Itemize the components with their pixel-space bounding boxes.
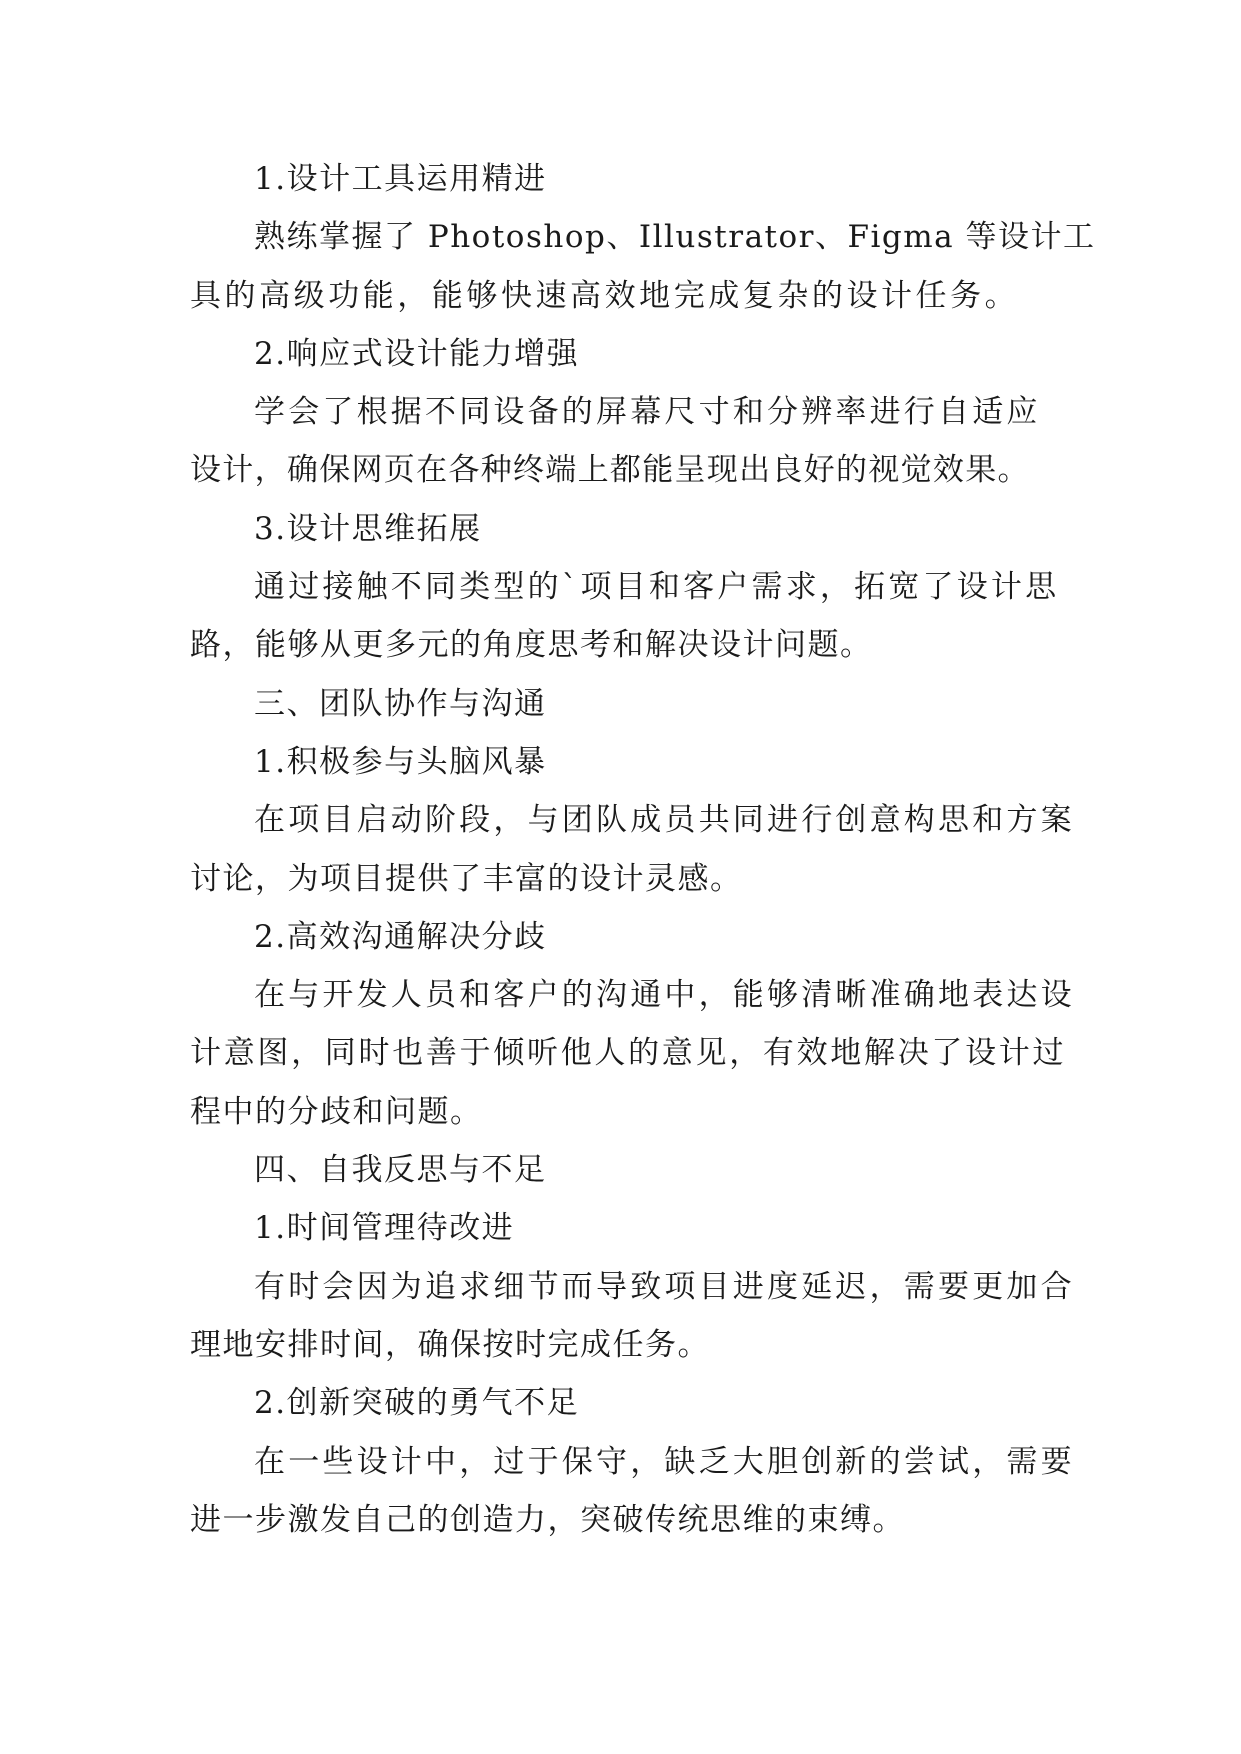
subheading-time-management: 1.时间管理待改进 [254, 1210, 515, 1247]
subheading-design-thinking: 3.设计思维拓展 [254, 510, 482, 547]
subheading-brainstorm: 1.积极参与头脑风暴 [254, 743, 547, 780]
paragraph-line: 讨论，为项目提供了丰富的设计灵感。 [190, 860, 743, 897]
subheading-communication: 2.高效沟通解决分歧 [254, 918, 547, 955]
paragraph-line: 在一些设计中，过于保守，缺乏大胆创新的尝试，需要 [254, 1443, 1075, 1480]
paragraph-line: 进一步激发自己的创造力，突破传统思维的束缚。 [190, 1501, 905, 1538]
paragraph-line: 具的高级功能，能够快速高效地完成复杂的设计任务。 [190, 277, 1020, 314]
paragraph-line: 路，能够从更多元的角度思考和解决设计问题。 [190, 627, 873, 664]
paragraph-line: 熟练掌握了 Photoshop、Illustrator、Figma 等设计工 [254, 219, 1096, 256]
paragraph-line: 理地安排时间，确保按时完成任务。 [190, 1326, 710, 1363]
document-body [190, 150, 1096, 1549]
paragraph-line: 在与开发人员和客户的沟通中，能够清晰准确地表达设 [254, 977, 1075, 1014]
paragraph-line: 设计，确保网页在各种终端上都能呈现出良好的视觉效果。 [190, 452, 1030, 489]
subheading-innovation: 2.创新突破的勇气不足 [254, 1385, 580, 1422]
paragraph-line: 有时会因为追求细节而导致项目进度延迟，需要更加合 [254, 1268, 1075, 1305]
paragraph-line: 程中的分歧和问题。 [190, 1093, 483, 1130]
subheading-design-tools: 1.设计工具运用精进 [254, 161, 547, 197]
section-heading-teamwork: 三、团队协作与沟通 [254, 685, 547, 722]
section-heading-reflection: 四、自我反思与不足 [254, 1152, 547, 1189]
paragraph-line: 计意图，同时也善于倾听他人的意见，有效地解决了设计过 [190, 1035, 1067, 1072]
paragraph-line: 学会了根据不同设备的屏幕尺寸和分辨率进行自适应 [254, 394, 1041, 431]
subheading-responsive-design: 2.响应式设计能力增强 [254, 335, 580, 372]
paragraph-line: 通过接触不同类型的`项目和客户需求，拓宽了设计思 [254, 569, 1060, 606]
paragraph-line: 在项目启动阶段，与团队成员共同进行创意构思和方案 [254, 802, 1075, 839]
